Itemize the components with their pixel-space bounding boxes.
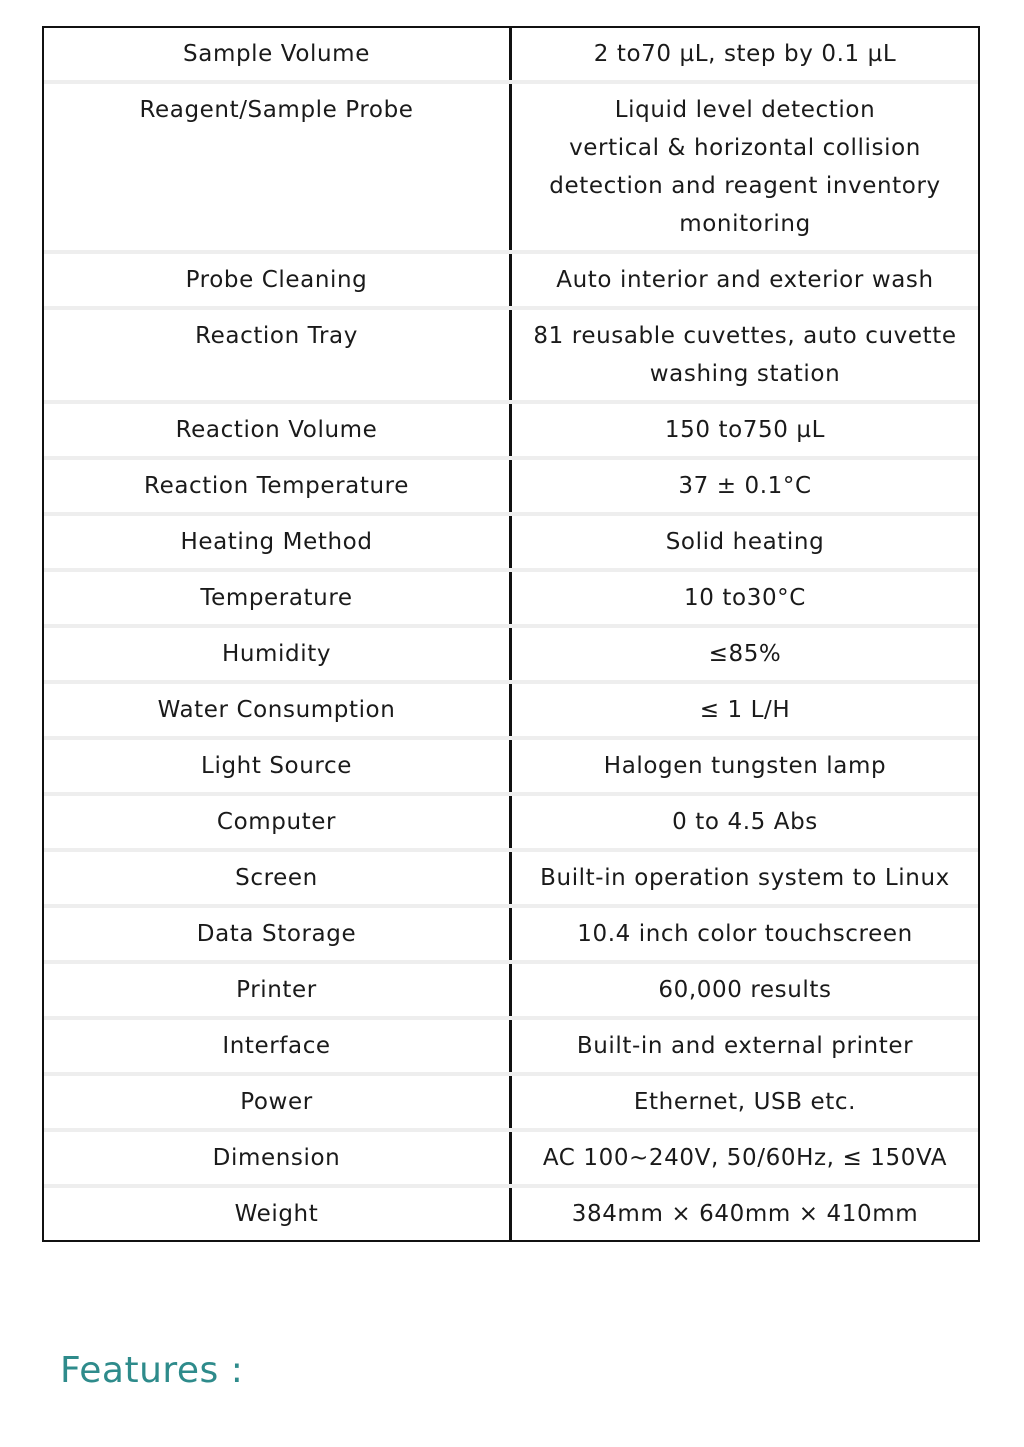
spec-label: Screen: [44, 852, 512, 904]
table-row: [44, 1184, 978, 1240]
spec-value: 384mm × 640mm × 410mm: [571, 1201, 919, 1227]
features-heading: Features :: [60, 1350, 244, 1391]
spec-label: Power: [44, 1076, 512, 1128]
spec-value: 60,000 results: [658, 977, 832, 1003]
table-row: [44, 456, 978, 512]
table-row: [44, 400, 978, 456]
spec-label: Reaction Tray: [44, 310, 512, 400]
spec-rows: [44, 28, 978, 1240]
table-row: [44, 306, 978, 400]
spec-value: 10.4 inch color touchscreen: [577, 921, 913, 947]
spec-value: AC 100~240V, 50/60Hz, ≤ 150VA: [542, 1145, 948, 1171]
spec-value: Solid heating: [665, 529, 825, 555]
spec-value: 0 to 4.5 Abs: [672, 809, 818, 835]
spec-value: Liquid level detection vertical & horizontal collision detection and reagent inventory monitoring: [549, 97, 941, 237]
spec-label: Reaction Temperature: [44, 460, 512, 512]
spec-value: Halogen tungsten lamp: [603, 753, 887, 779]
spec-label: Data Storage: [44, 908, 512, 960]
spec-label: Probe Cleaning: [44, 254, 512, 306]
table-row: [44, 28, 978, 80]
table-row: [44, 568, 978, 624]
table-row: [44, 1128, 978, 1184]
table-row: [44, 80, 978, 250]
table-row: [44, 736, 978, 792]
spec-label: Interface: [44, 1020, 512, 1072]
spec-label: Sample Volume: [44, 28, 512, 80]
table-row: [44, 1016, 978, 1072]
spec-label: Weight: [44, 1188, 512, 1240]
spec-value: 81 reusable cuvettes, auto cuvette washing station: [533, 323, 957, 387]
table-row: [44, 680, 978, 736]
table-row: [44, 624, 978, 680]
spec-value: Built-in and external printer: [576, 1033, 914, 1059]
table-row: [44, 512, 978, 568]
spec-label: Reaction Volume: [44, 404, 512, 456]
spec-value: Auto interior and exterior wash: [556, 267, 934, 293]
spec-value: ≤ 1 L/H: [699, 697, 791, 723]
table-row: [44, 250, 978, 306]
spec-label: Computer: [44, 796, 512, 848]
spec-label: Reagent/Sample Probe: [44, 84, 512, 250]
spec-label: Printer: [44, 964, 512, 1016]
table-row: [44, 1072, 978, 1128]
spec-label: Dimension: [44, 1132, 512, 1184]
table-row: [44, 848, 978, 904]
table-row: [44, 960, 978, 1016]
spec-label: Humidity: [44, 628, 512, 680]
spec-value: ≤85%: [708, 641, 782, 667]
spec-label: Heating Method: [44, 516, 512, 568]
table-row: [44, 792, 978, 848]
spec-value: 150 to750 µL: [664, 417, 826, 443]
spec-label: Temperature: [44, 572, 512, 624]
spec-value: 2 to70 µL, step by 0.1 µL: [593, 41, 897, 67]
spec-label: Water Consumption: [44, 684, 512, 736]
table-row: [44, 904, 978, 960]
spec-table: [42, 26, 980, 1242]
spec-value: Ethernet, USB etc.: [633, 1089, 857, 1115]
spec-value: 10 to30°C: [684, 585, 806, 611]
spec-label: Light Source: [44, 740, 512, 792]
spec-value: 37 ± 0.1°C: [678, 473, 812, 499]
spec-value: Built-in operation system to Linux: [540, 865, 950, 891]
